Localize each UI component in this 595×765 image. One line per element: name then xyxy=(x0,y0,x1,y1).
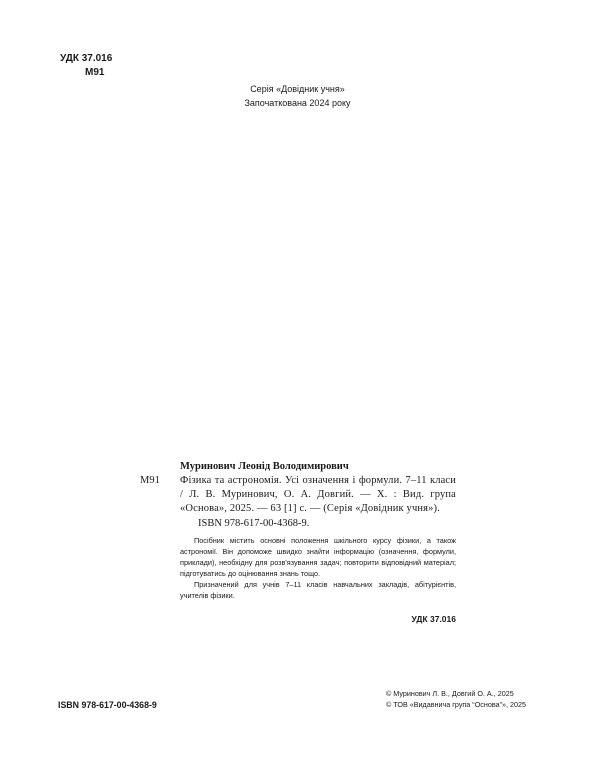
udk-code: УДК 37.016 xyxy=(60,53,113,64)
copyright-publisher: © ТОВ «Видавнича група “Основа”», 2025 xyxy=(386,700,526,709)
udk-header xyxy=(60,52,112,80)
card-annotation xyxy=(180,535,456,601)
card-author-mark: М91 xyxy=(140,475,160,486)
author-mark: М91 xyxy=(85,67,105,78)
annotation-paragraph-2: Призначений для учнів 7–11 класів навчальних закладів, абітурієнтів, учителів фізики. xyxy=(180,580,456,600)
series-started: Започаткована 2024 року xyxy=(244,98,351,108)
catalog-card xyxy=(140,460,456,626)
footer-isbn: ISBN 978-617-00-4368-9 xyxy=(58,700,157,710)
annotation-paragraph-1: Посібник містить основні положення шкільного курсу фізики, а також астрономії. Він допоможе швидко знайти інформацію (означення, формули, приклади), необхідну для розв'язування задач; повторити відповідний матеріал; підготуватись до оцінювання знань тощо. xyxy=(180,536,456,578)
card-description: Фізика та астрономія. Усі означення і формули. 7–11 класи / Л. В. Муринович, О. А. Довгий. — Х. : Вид. група «Основа», 2025. — 63 [1] с. — (Серія «Довідник учня»). xyxy=(180,475,456,514)
card-entry xyxy=(140,474,456,516)
card-isbn: ISBN 978-617-00-4368-9. xyxy=(198,518,310,529)
series-title: Серія «Довідник учня» xyxy=(250,84,345,94)
copyright-block xyxy=(386,688,526,710)
card-udk: УДК 37.016 xyxy=(411,614,456,624)
copyright-authors: © Муринович Л. В., Довгий О. А., 2025 xyxy=(386,689,514,698)
card-author: Муринович Леонід Володимирович xyxy=(180,461,349,472)
